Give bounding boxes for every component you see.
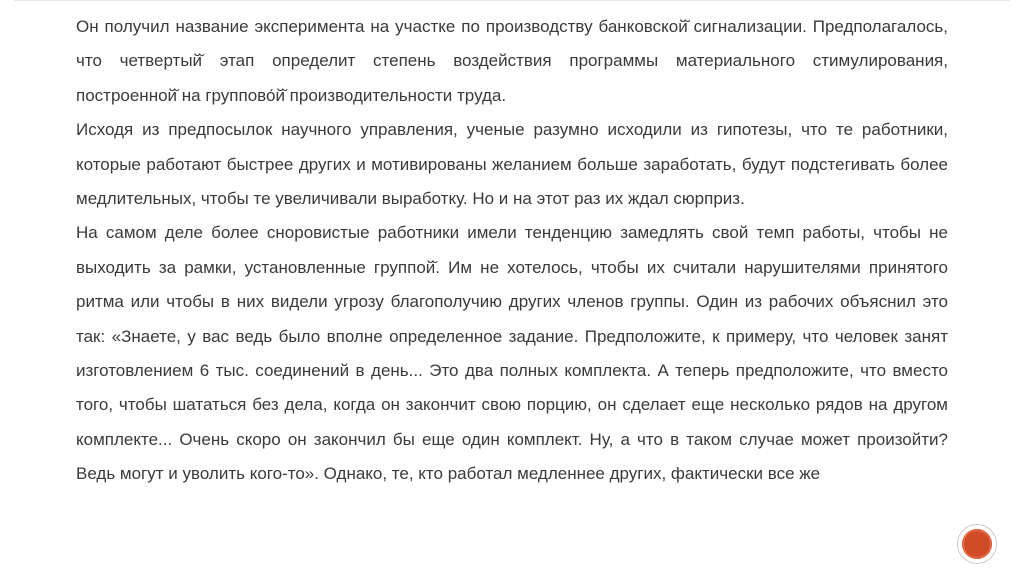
circle-nav-icon <box>962 529 992 559</box>
slide-body-text <box>76 10 948 492</box>
paragraph-2: Исходя из предпосылок научного управления, ученые разумно исходили из гипотезы, что те работники, которые работают быстрее других и мотивированы желанием больше заработать, будут подстегивать более медлительных, чтобы те увеличивали выработку. Но и на этот раз их ждал сюрприз. <box>76 120 948 209</box>
top-divider <box>14 0 1010 1</box>
paragraph-1: Он получил название эксперимента на участке по производству банковской̆ сигнализации. Предполагалось, что четвертый̆ этап определит степень воздействия программы материального стимулирования, построенной̆ на группово́й̆ производительности труда. <box>76 17 948 105</box>
paragraph-3: На самом деле более сноровистые работники имели тенденцию замедлять свой темп работы, чтобы не выходить за рамки, установленные группой̆. Им не хотелось, чтобы их считали нарушителями принятого ритма или чтобы в них видели угрозу благополучию других членов группы. Один из рабочих объяснил это так: «Знаете, у вас ведь было вполне определенное задание. Предположите, к примеру, что человек занят изготовлением 6 тыс. соединений в день... Это два полных комплекта. А теперь предположите, что вместо того, чтобы шататься без дела, когда он закончит свою порцию, он сделает еще несколько рядов на другом комплекте... Очень скоро он закончил бы еще один комплект. Ну, а что в таком случае может произойти? Ведь могут и уволить кого-то». Однако, те, кто работал медленнее других, фактически все же <box>76 223 948 484</box>
next-slide-button[interactable] <box>957 524 997 564</box>
